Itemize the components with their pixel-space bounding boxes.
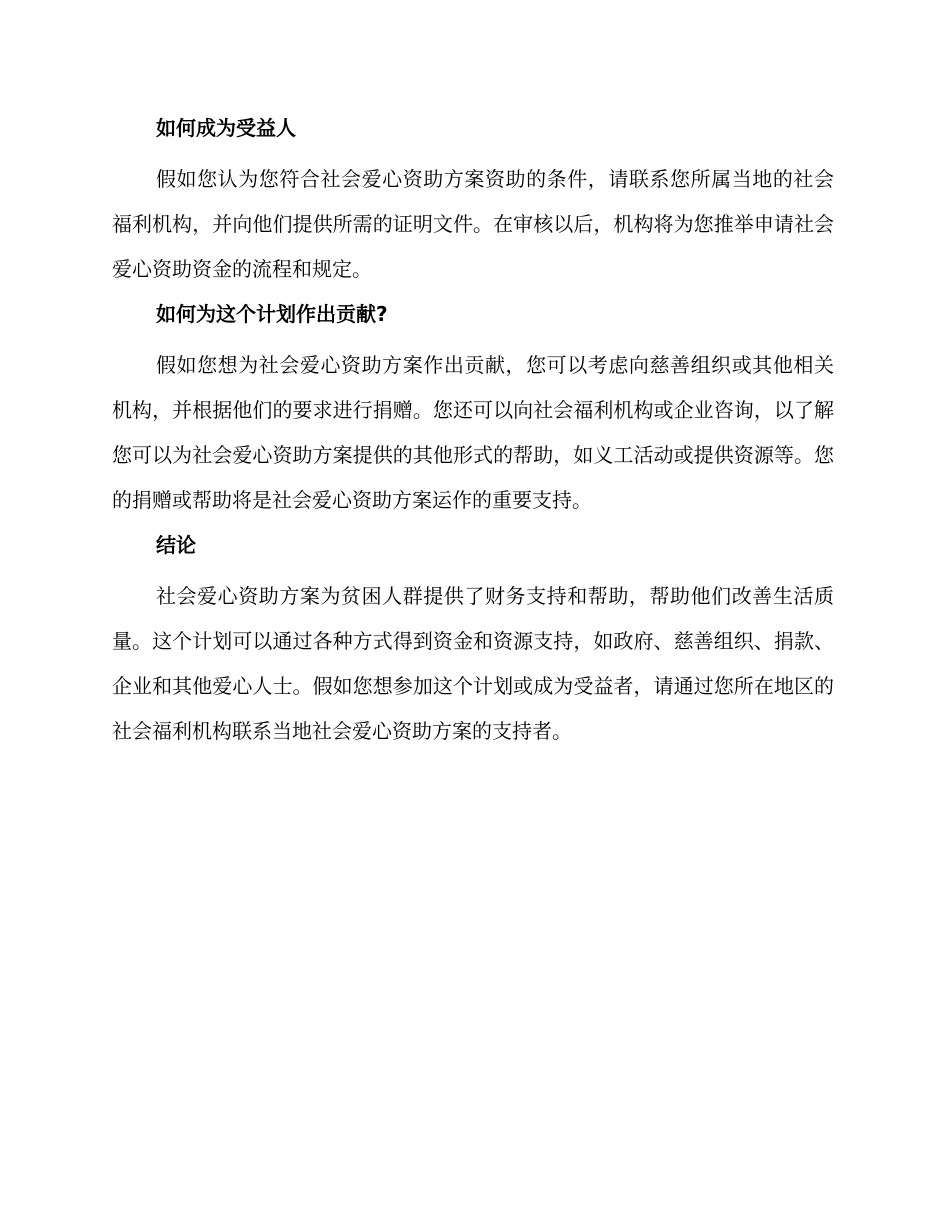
section-paragraph-contribute: 假如您想为社会爱心资助方案作出贡献，您可以考虑向慈善组织或其他相关机构，并根据他们的要求进行捐赠。您还可以向社会福利机构或企业咨询，以了解您可以为社会爱心资助方案提供的其他形式的帮助，如义工活动或提供资源等。您的捐赠或帮助将是社会爱心资助方案运作的重要支持。 <box>112 353 834 512</box>
document-body <box>112 113 834 761</box>
section-paragraph-beneficiary: 假如您认为您符合社会爱心资助方案资助的条件，请联系您所属当地的社会福利机构，并向他们提供所需的证明文件。在审核以后，机构将为您推举申请社会爱心资助资金的流程和规定。 <box>112 167 834 281</box>
section-heading-contribute: 如何为这个计划作出贡献? <box>156 302 388 326</box>
section-paragraph-conclusion: 社会爱心资助方案为贫困人群提供了财务支持和帮助，帮助他们改善生活质量。这个计划可以通过各种方式得到资金和资源支持，如政府、慈善组织、捐款、企业和其他爱心人士。假如您想参加这个计划或成为受益者，请通过您所在地区的社会福利机构联系当地社会爱心资助方案的支持者。 <box>112 584 834 743</box>
section-heading-conclusion: 结论 <box>156 533 196 557</box>
section-heading-beneficiary: 如何成为受益人 <box>156 116 296 140</box>
